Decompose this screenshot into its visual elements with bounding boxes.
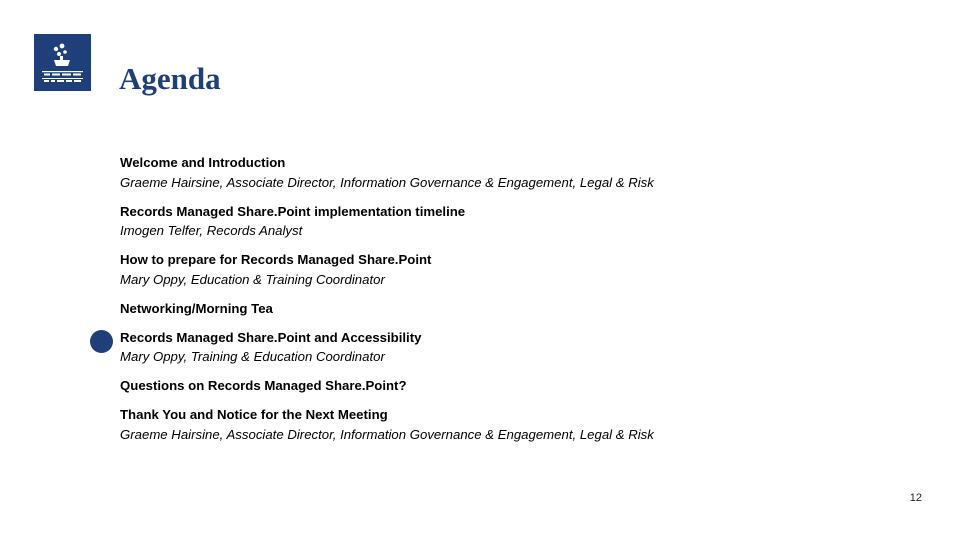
agenda-item-presenter: Imogen Telfer, Records Analyst <box>120 223 303 238</box>
agenda-item <box>120 250 880 289</box>
agenda-item-heading: Records Managed Share.Point implementation timeline <box>120 203 466 219</box>
agenda-item-heading: Records Managed Share.Point and Accessibility <box>120 329 422 345</box>
agenda-item-heading: Thank You and Notice for the Next Meeting <box>120 407 388 422</box>
university-logo <box>34 34 91 91</box>
agenda-item-presenter: Graeme Hairsine, Associate Director, Information Governance & Engagement, Legal & Risk <box>120 426 654 442</box>
agenda-item-heading: Networking/Morning Tea <box>120 300 273 316</box>
agenda-item-heading: Questions on Records Managed Share.Point? <box>120 378 407 393</box>
agenda-item-presenter: Mary Oppy, Training & Education Coordinator <box>120 349 385 364</box>
agenda-item <box>120 376 880 396</box>
current-item-marker <box>90 330 113 353</box>
page-number: 12 <box>909 492 922 504</box>
university-crest-icon <box>34 34 91 91</box>
agenda-item-presenter: Graeme Hairsine, Associate Director, Information Governance & Engagement, Legal & Risk <box>120 174 654 190</box>
agenda-item-presenter: Mary Oppy, Education & Training Coordinator <box>120 271 385 287</box>
agenda-item <box>120 202 880 241</box>
agenda-item <box>120 405 880 444</box>
agenda-item-heading: Welcome and Introduction <box>120 155 286 170</box>
agenda-item <box>120 299 880 319</box>
slide-title: Agenda <box>119 61 221 96</box>
agenda-item <box>120 328 880 367</box>
agenda-item-heading: How to prepare for Records Managed Share.Point <box>120 252 432 267</box>
agenda-list <box>120 153 880 444</box>
agenda-item <box>120 153 880 192</box>
